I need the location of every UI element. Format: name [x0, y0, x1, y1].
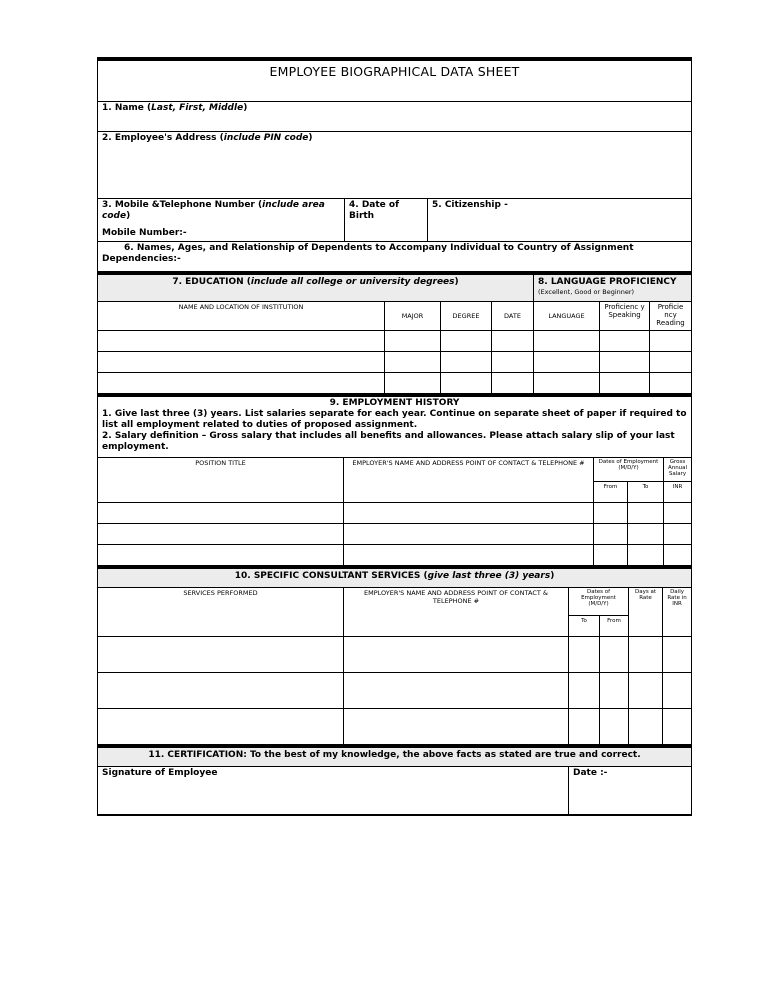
form-title: EMPLOYEE BIOGRAPHICAL DATA SHEET [98, 59, 692, 102]
col-consultant-from: From [600, 615, 629, 636]
language-section-title: 8. LANGUAGE PROFICIENCY (Excellent, Good or Beginner) [534, 274, 692, 302]
biographical-data-form [97, 57, 691, 816]
certification-table [97, 745, 692, 816]
employment-row [98, 503, 692, 524]
dependents-field[interactable]: 6. Names, Ages, and Relationship of Dependents to Accompany Individual to Country of Assignment Dependencies:- [98, 242, 692, 272]
mobile-field[interactable]: 3. Mobile &Telephone Number (include area code) Mobile Number:- [98, 199, 345, 242]
mobile-number-label: Mobile Number:- [102, 228, 187, 238]
name-field[interactable]: 1. Name (Last, First, Middle) [98, 102, 692, 132]
employment-instruction-1: 1. Give last three (3) years. List salaries separate for each year. Continue on separate sheet of paper if required to list all employment related to duties of proposed assignment. [102, 409, 687, 430]
col-language: LANGUAGE [534, 302, 600, 331]
col-reading: Proficie ncy Reading [650, 302, 692, 331]
consultant-row [98, 637, 692, 673]
education-language-table [97, 272, 692, 394]
signature-field[interactable]: Signature of Employee [98, 767, 569, 816]
consultant-services-table [97, 566, 692, 745]
employment-section-header [98, 396, 692, 458]
employment-section-title: 9. EMPLOYMENT HISTORY [329, 398, 460, 408]
col-days-at-rate: Days at Rate [629, 588, 663, 637]
education-row [98, 352, 692, 373]
col-daily-rate: Daily Rate in INR [663, 588, 692, 637]
education-row [98, 331, 692, 352]
col-institution: NAME AND LOCATION OF INSTITUTION [98, 302, 385, 331]
date-field[interactable]: Date :- [569, 767, 692, 816]
col-consultant-dates: Dates of Employment (M/D/Y) [569, 588, 629, 616]
col-to: To [628, 482, 664, 503]
certification-statement: 11. CERTIFICATION: To the best of my knowledge, the above facts as stated are true and correct. [98, 747, 692, 767]
date-of-birth-field[interactable]: 4. Date of Birth [345, 199, 428, 242]
consultant-section-title: 10. SPECIFIC CONSULTANT SERVICES (give last three (3) years) [98, 568, 692, 588]
consultant-row [98, 673, 692, 709]
education-section-title: 7. EDUCATION (include all college or university degrees) [98, 274, 534, 302]
col-services-performed: SERVICES PERFORMED [98, 588, 344, 637]
col-speaking: Proficienc y Speaking [600, 302, 650, 331]
col-employer: EMPLOYER'S NAME AND ADDRESS POINT OF CONTACT & TELEPHONE # [344, 458, 594, 503]
col-date: DATE [492, 302, 534, 331]
col-position-title: POSITION TITLE [98, 458, 344, 503]
personal-info-table [97, 57, 692, 272]
col-degree: DEGREE [441, 302, 492, 331]
address-field[interactable]: 2. Employee's Address (include PIN code) [98, 132, 692, 199]
col-dates-of-employment: Dates of Employment (M/D/Y) [594, 458, 664, 482]
col-from: From [594, 482, 628, 503]
col-major: MAJOR [385, 302, 441, 331]
language-proficiency-note: (Excellent, Good or Beginner) [538, 288, 635, 296]
education-row [98, 373, 692, 394]
employment-history-table [97, 394, 692, 566]
col-inr: INR [664, 482, 692, 503]
col-consultant-to: To [569, 615, 600, 636]
employment-row [98, 524, 692, 545]
consultant-row [98, 709, 692, 745]
employment-row [98, 545, 692, 566]
citizenship-field[interactable]: 5. Citizenship - [428, 199, 692, 242]
employment-instruction-2: 2. Salary definition – Gross salary that includes all benefits and allowances. Please attach salary slip of your last employment. [102, 431, 675, 452]
col-consultant-employer: EMPLOYER'S NAME AND ADDRESS POINT OF CONTACT & TELEPHONE # [344, 588, 569, 637]
col-gross-salary: Gross Annual Salary [664, 458, 692, 482]
